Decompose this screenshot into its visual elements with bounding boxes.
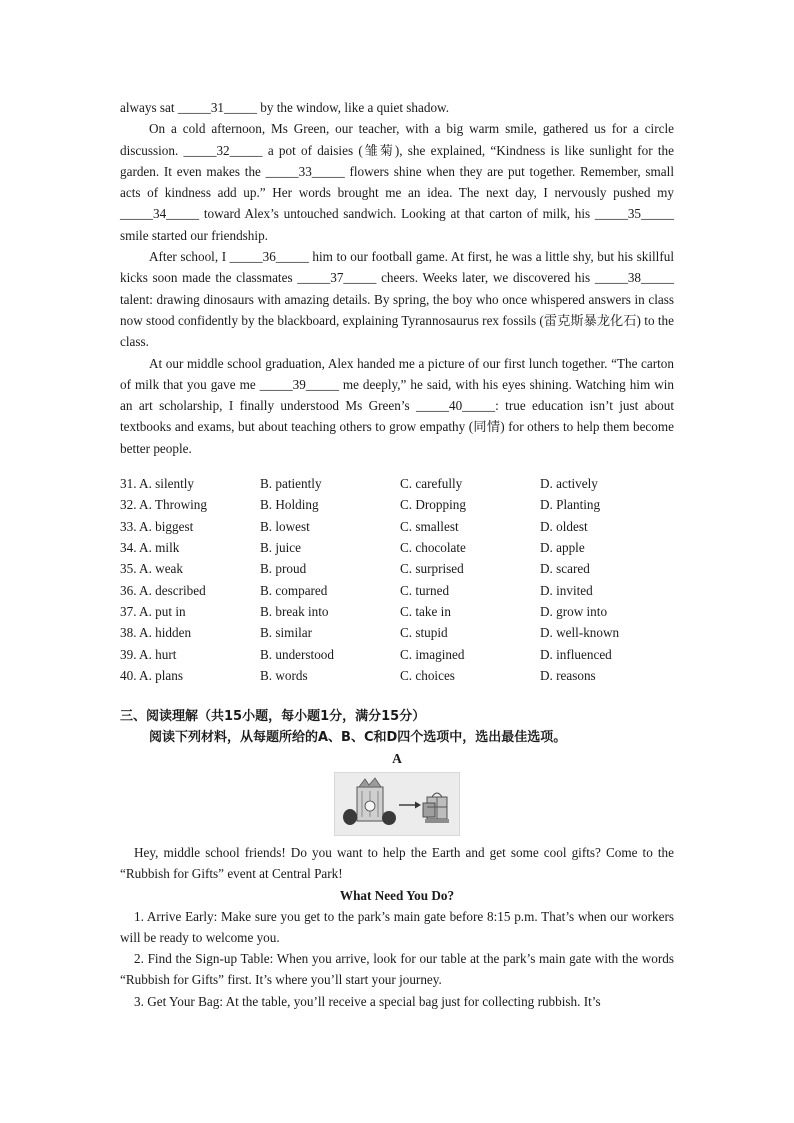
cloze-paragraph-2: On a cold afternoon, Ms Green, our teacher, with a big warm smile, gathered us for a circle discussion. _____32_____ a pot of daisies (雏菊), she explained, “Kindness is like sunlight for the garden. It even makes the _____33_____ flowers shine when they are put together. Remember, small acts of kindness add up.” Her words brought me an idea. The next day, I nervously pushed my _____34_____ toward Alex’s untouched sandwich. Looking at that carton of milk, his _____35_____ smile started our friendship. — [120, 121, 674, 243]
option-a: 39. A. hurt — [120, 646, 177, 662]
option-c: C. stupid — [400, 625, 448, 641]
option-c: C. smallest — [400, 518, 459, 534]
option-c: C. carefully — [400, 475, 463, 491]
option-b: B. compared — [260, 582, 328, 598]
cloze-paragraph-1: always sat _____31_____ by the window, like a quiet shadow. — [120, 100, 450, 115]
option-d: D. apple — [540, 539, 585, 555]
option-a: 35. A. weak — [120, 561, 183, 577]
step-3: 3. Get Your Bag: At the table, you’ll receive a special bag just for collecting rubbish. It’s — [134, 993, 601, 1009]
option-b: B. understood — [260, 646, 334, 662]
option-a: 31. A. silently — [120, 475, 194, 491]
option-row — [120, 516, 680, 537]
option-row — [120, 494, 680, 515]
option-a: 36. A. described — [120, 582, 206, 598]
option-c: C. surprised — [400, 561, 464, 577]
recycling-illustration — [120, 772, 674, 836]
option-row — [120, 666, 680, 687]
option-a: 40. A. plans — [120, 668, 184, 684]
option-c: C. Dropping — [400, 497, 466, 513]
option-b: B. Holding — [260, 497, 319, 513]
option-row — [120, 623, 680, 644]
option-b: B. similar — [260, 625, 313, 641]
option-b: B. proud — [260, 561, 307, 577]
worksheet-page — [120, 97, 674, 1012]
option-b: B. break into — [260, 604, 329, 620]
option-row — [120, 601, 680, 622]
option-a: 37. A. put in — [120, 604, 186, 620]
option-row — [120, 537, 680, 558]
option-b: B. words — [260, 668, 308, 684]
cloze-paragraph-4: At our middle school graduation, Alex handed me a picture of our first lunch together. “The carton of milk that you gave me _____39_____ me deeply,” he said, with his eyes shining. Watching him win an art scholarship, I finally understood Ms Green’s _____40_____: true education isn’t just about textbooks and exams, but about teaching others to grow empathy (同情) for others to help them become better people. — [120, 355, 674, 456]
option-c: C. choices — [400, 668, 455, 684]
reading-section-title: 三、阅读理解（共15小题，每小题1分，满分15分） — [120, 708, 426, 724]
option-d: D. grow into — [540, 604, 608, 620]
passage-intro: Hey, middle school friends! Do you want to help the Earth and get some cool gifts? Come to the “Rubbish for Gifts” event at Central Park! — [120, 844, 674, 882]
option-row — [120, 559, 680, 580]
option-b: B. lowest — [260, 518, 310, 534]
option-row — [120, 473, 680, 494]
option-c: C. turned — [400, 582, 450, 598]
option-b: B. juice — [260, 539, 302, 555]
option-d: D. oldest — [540, 518, 588, 534]
passage-label: A — [392, 750, 402, 766]
illustration-frame — [334, 772, 460, 836]
step-2: 2. Find the Sign-up Table: When you arrive, look for our table at the park’s main gate with the words “Rubbish for Gifts” first. It’s where you’ll start your journey. — [120, 951, 674, 988]
option-d: D. scared — [540, 561, 590, 577]
cloze-options-table — [120, 473, 680, 687]
option-a: 32. A. Throwing — [120, 497, 207, 513]
option-d: D. actively — [540, 475, 598, 491]
option-a: 34. A. milk — [120, 539, 180, 555]
option-d: D. influenced — [540, 646, 612, 662]
option-d: D. well-known — [540, 625, 620, 641]
option-row — [120, 580, 680, 601]
option-b: B. patiently — [260, 475, 322, 491]
option-d: D. Planting — [540, 497, 601, 513]
option-d: D. invited — [540, 582, 593, 598]
passage-heading: What Need You Do? — [339, 887, 455, 903]
option-d: D. reasons — [540, 668, 596, 684]
option-row — [120, 644, 680, 665]
option-a: 33. A. biggest — [120, 518, 194, 534]
option-c: C. chocolate — [400, 539, 466, 555]
cloze-paragraph-3: After school, I _____36_____ him to our football game. At first, he was a little shy, but his skillful kicks soon made the classmates _____37_____ cheers. Weeks later, we discovered his _____38_____ talent: drawing dinosaurs with amazing details. By spring, the boy who once whispered answers in class now stood confidently by the blackboard, explaining Tyrannosaurus rex fossils (雷克斯暴龙化石) to the class. — [120, 249, 674, 350]
option-c: C. imagined — [400, 646, 465, 662]
option-c: C. take in — [400, 604, 451, 620]
step-1: 1. Arrive Early: Make sure you get to the park’s main gate before 8:15 p.m. That’s when our workers will be ready to welcome you. — [120, 908, 674, 945]
option-a: 38. A. hidden — [120, 625, 192, 641]
rubbish-to-gift-icon — [335, 773, 459, 835]
reading-instruction: 阅读下列材料，从每题所给的A、B、C和D四个选项中，选出最佳选项。 — [149, 729, 567, 745]
